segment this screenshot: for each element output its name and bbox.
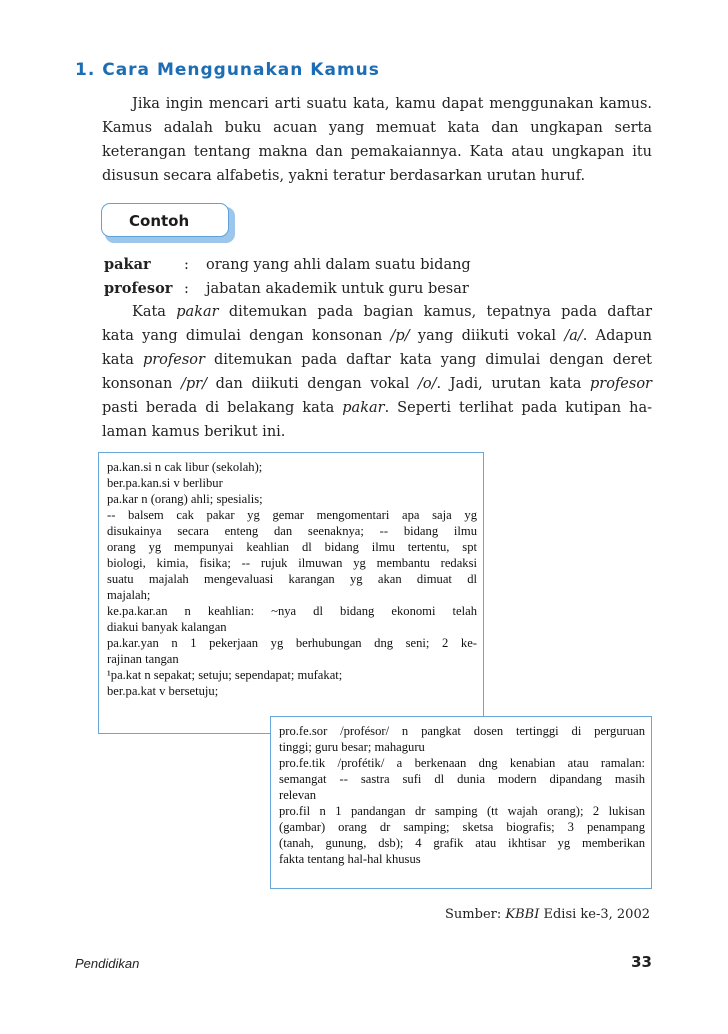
explanation-line xyxy=(102,300,652,324)
source-citation xyxy=(400,907,650,922)
italic-term: pakar xyxy=(176,304,219,320)
explanation-line xyxy=(102,372,652,396)
dictionary-line: majalah; xyxy=(107,588,151,602)
definition-term: profesor xyxy=(104,280,173,297)
intro-paragraph xyxy=(102,92,652,188)
dictionary-line: -- balsem cak pakar yg gemar mengomentari apa saja yg xyxy=(107,508,477,522)
dictionary-entries xyxy=(279,723,645,867)
dictionary-line: ke.pa.kar.an n keahlian: ~nya dl bidang ekonomi telah xyxy=(107,604,477,618)
dictionary-line: rajinan tangan xyxy=(107,652,179,666)
dictionary-line: pro.fe.sor /profésor/ n pangkat dosen tertinggi di perguruan xyxy=(279,724,645,738)
example-label: Contoh xyxy=(101,203,229,237)
dictionary-line: diakui banyak kalangan xyxy=(107,620,227,634)
explanation-line xyxy=(102,396,652,420)
italic-term: pakar xyxy=(342,400,385,416)
definition-term: pakar xyxy=(104,256,151,273)
italic-term: /a/ xyxy=(564,328,583,344)
dictionary-line: pro.fil n 1 pandangan dr samping (tt wajah orang); 2 lukisan xyxy=(279,804,645,818)
text-run: dan diikuti dengan vokal xyxy=(206,376,419,392)
dictionary-line: ber.pa.kat v bersetuju; xyxy=(107,684,219,698)
italic-term: profesor xyxy=(142,352,205,368)
definition-colon: : xyxy=(184,257,189,273)
dictionary-excerpt-profesor xyxy=(270,716,652,889)
dictionary-line: pa.kar n (orang) ahli; spesialis; xyxy=(107,492,263,506)
footer-chapter: Pendidikan xyxy=(75,956,140,971)
intro-line: disusun secara alfabetis, yakni teratur berdasarkan urutan huruf. xyxy=(102,168,586,184)
example-label-box xyxy=(101,203,233,241)
explanation-line xyxy=(102,324,652,348)
text-run: kata xyxy=(102,352,143,368)
text-run: ditemukan pada bagian kamus, tepatnya pada daftar xyxy=(218,304,653,320)
source-prefix: Sumber: xyxy=(445,907,506,922)
example-definitions xyxy=(104,253,471,301)
text-run: Kata xyxy=(132,304,177,320)
definition-row xyxy=(104,277,471,301)
section-number: 1. xyxy=(75,60,96,80)
italic-term: /p/ xyxy=(390,328,410,344)
definition-colon: : xyxy=(184,281,189,297)
text-run: . Adapun xyxy=(582,328,653,344)
dictionary-line: semangat -- sastra sufi dl dunia modern dipandang masih xyxy=(279,772,645,786)
dictionary-line: ber.pa.kan.si v berlibur xyxy=(107,476,223,490)
dictionary-line: pro.fe.tik /profétik/ a berkenaan dng kenabian atau ramalan: xyxy=(279,756,645,770)
italic-term: /pr/ xyxy=(180,376,207,392)
explanation-line xyxy=(102,420,652,444)
text-run: ditemukan pada daftar kata yang dimulai dengan deret xyxy=(204,352,652,368)
italic-term: profesor xyxy=(590,376,652,392)
text-run: kata yang dimulai dengan konsonan xyxy=(102,328,391,344)
dictionary-line: pa.kar.yan n 1 pekerjaan yg berhubungan dng seni; 2 ke- xyxy=(107,636,477,650)
dictionary-excerpt-pakar xyxy=(98,452,484,734)
source-book: KBBI xyxy=(505,907,540,922)
dictionary-line: disukainya secara enteng dan seenaknya; -- bidang ilmu xyxy=(107,524,477,538)
section-title: Cara Menggunakan Kamus xyxy=(102,60,380,80)
italic-term: /o/ xyxy=(418,376,437,392)
dictionary-line: pa.kan.si n cak libur (sekolah); xyxy=(107,460,263,474)
definition-row xyxy=(104,253,471,277)
explanation-line xyxy=(102,348,652,372)
text-run: . Seperti terlihat pada kutipan ha- xyxy=(384,400,652,416)
dictionary-line: suatu majalah mengevaluasi karangan yg akan dimuat dl xyxy=(107,572,477,586)
intro-line: Jika ingin mencari arti suatu kata, kamu dapat menggunakan kamus. xyxy=(132,96,652,112)
definition-meaning: orang yang ahli dalam suatu bidang xyxy=(206,257,471,273)
dictionary-line: relevan xyxy=(279,788,317,802)
definition-meaning: jabatan akademik untuk guru besar xyxy=(206,281,469,297)
dictionary-line: biologi, kimia, fisika; -- rujuk ilmuwan yg membantu redaksi xyxy=(107,556,477,570)
text-run: konsonan xyxy=(102,376,181,392)
text-run: pasti berada di belakang kata xyxy=(102,400,343,416)
dictionary-entries xyxy=(107,459,477,699)
dictionary-line: orang yg mempunyai keahlian dl bidang ilmu tertentu, spt xyxy=(107,540,477,554)
text-run: . Jadi, urutan kata xyxy=(436,376,590,392)
text-run: yang diikuti vokal xyxy=(409,328,565,344)
section-heading xyxy=(75,60,380,80)
explanation-paragraph xyxy=(102,300,652,444)
intro-line: Kamus adalah buku acuan yang memuat kata dan ungkapan serta xyxy=(102,120,652,136)
page-number: 33 xyxy=(631,953,652,971)
dictionary-line: ¹pa.kat n sepakat; setuju; sependapat; mufakat; xyxy=(107,668,343,682)
dictionary-line: (gambar) orang dr samping; sketsa biografis; 3 penampang xyxy=(279,820,645,834)
source-suffix: Edisi ke-3, 2002 xyxy=(539,907,650,922)
dictionary-line: fakta tentang hal-hal khusus xyxy=(279,852,421,866)
intro-line: keterangan tentang makna dan pemakaiannya. Kata atau ungkapan itu xyxy=(102,144,652,160)
dictionary-line: (tanah, gunung, dsb); 4 grafik atau ikhtisar yg memberikan xyxy=(279,836,645,850)
dictionary-line: tinggi; guru besar; mahaguru xyxy=(279,740,425,754)
text-run: laman kamus berikut ini. xyxy=(102,424,286,440)
